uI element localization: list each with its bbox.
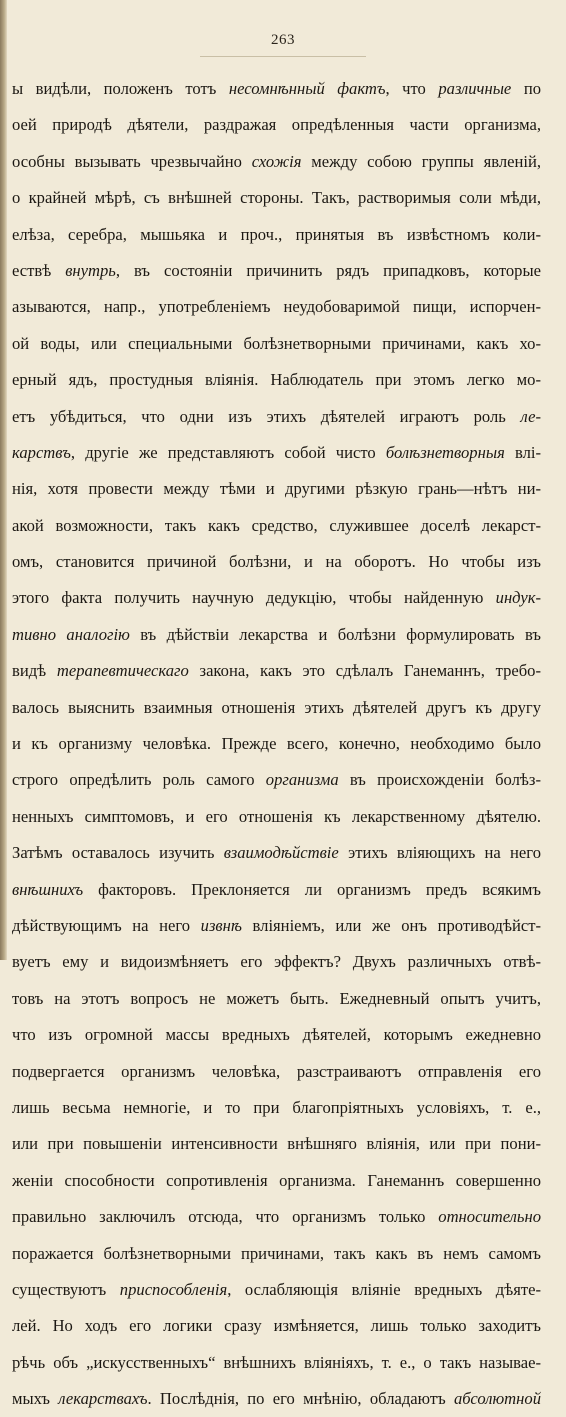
text-line (12, 1126, 541, 1162)
text-line (12, 908, 541, 944)
book-gutter-shadow (0, 0, 7, 960)
italic-text: внутрь (65, 260, 116, 280)
text-run: этихъ вліяющихъ на него (338, 843, 541, 863)
italic-text: приспособленія (119, 1279, 228, 1299)
text-line (12, 1272, 541, 1308)
text-run: лей. Но ходъ его логики сразу измѣняется, лишь только заходитъ (12, 1316, 541, 1336)
text-line (12, 435, 541, 471)
text-run: факторовъ. Преклоняется ли организмъ предъ всякимъ (83, 879, 541, 899)
text-run: между собою группы явленій, (301, 151, 541, 171)
text-line (12, 762, 541, 798)
text-run: что изъ огромной массы вредныхъ дѣятелей, которымъ ежедневно (12, 1025, 541, 1045)
italic-text: ле- (520, 406, 541, 426)
italic-text: относительно (438, 1207, 541, 1227)
text-run: лишь весьма немногіе, и то при благопріятныхъ условіяхъ, т. е., (12, 1097, 541, 1117)
text-run: мыхъ (12, 1389, 59, 1409)
body-text (12, 71, 541, 1417)
italic-text: карствъ (12, 442, 71, 462)
text-run: етъ убѣдиться, что одни изъ этихъ дѣятелей играютъ роль (12, 406, 521, 426)
text-line (12, 289, 541, 325)
text-line (12, 1163, 541, 1199)
text-line (12, 1381, 541, 1417)
text-line (12, 71, 541, 107)
text-line (12, 471, 541, 507)
text-run: въ происхожденіи болѣз- (338, 770, 541, 790)
text-run: ы видѣли, положенъ тотъ (12, 79, 229, 98)
italic-text: схожія (251, 151, 302, 171)
text-line (12, 544, 541, 580)
text-line (12, 180, 541, 216)
text-run: особны вызывать чрезвычайно (12, 151, 252, 171)
text-run: оей природѣ дѣятели, раздражая опредѣленныя части организма, (12, 115, 541, 135)
text-line (12, 362, 541, 398)
text-run: , въ состояніи причинить рядъ припадковъ, которые (115, 260, 541, 280)
header-rule (200, 56, 366, 57)
text-run: закона, какъ это сдѣлалъ Ганеманнъ, требо- (188, 661, 541, 681)
text-line (12, 107, 541, 143)
text-run: подвергается организмъ человѣка, разстраиваютъ отправленія его (12, 1061, 541, 1081)
text-run: нія, хотя провести между тѣми и другими рѣзкую грань—нѣтъ ни- (12, 479, 541, 499)
text-line (12, 944, 541, 980)
text-line (12, 508, 541, 544)
italic-text: различные (438, 79, 512, 98)
text-run: рѣчь объ „искусственныхъ“ внѣшнихъ вліяніяхъ, т. е., о такъ называе- (12, 1352, 541, 1372)
italic-text: внѣшнихъ (12, 879, 84, 899)
text-run: елѣза, серебра, мышьяка и проч., принятыя въ извѣстномъ коли- (12, 224, 541, 244)
italic-text: индук- (495, 588, 541, 608)
text-run: этого факта получить научную дедукцію, чтобы найденную (12, 588, 496, 608)
italic-text: абсолютной (453, 1389, 541, 1409)
text-run: акой возможности, такъ какъ средство, служившее доселѣ лекарст- (12, 515, 541, 535)
text-run: ненныхъ симптомовъ, и его отношенія къ лекарственному дѣятелю. (12, 806, 541, 826)
text-run: валось выяснить взаимныя отношенія этихъ дѣятелей другъ къ другу (12, 697, 541, 717)
page-number: 263 (271, 32, 295, 48)
italic-text: лекарствахъ (58, 1389, 148, 1409)
text-line (12, 690, 541, 726)
text-run: омъ, становится причиной болѣзни, и на оборотъ. Но чтобы изъ (12, 552, 541, 572)
text-run: ерный ядъ, простудныя вліянія. Наблюдатель при этомъ легко мо- (12, 370, 541, 390)
text-line (12, 1236, 541, 1272)
text-run: видѣ (12, 661, 57, 681)
text-line (12, 326, 541, 362)
text-run: азываются, напр., употребленіемъ неудобоваримой пищи, испорчен- (12, 297, 541, 317)
text-line (12, 617, 541, 653)
text-line (12, 399, 541, 435)
text-run: существуютъ (12, 1279, 120, 1299)
text-run: Затѣмъ оставалось изучить (12, 843, 224, 863)
text-run: по (511, 79, 541, 98)
text-run: ествѣ (12, 260, 66, 280)
text-run: , ослабляющія вліяніе вредныхъ дѣяте- (227, 1279, 541, 1299)
italic-text: несомнѣнный фактъ (228, 79, 386, 98)
text-run: вуетъ ему и видоизмѣняетъ его эффектъ? Двухъ различныхъ отвѣ- (12, 952, 541, 972)
text-run: поражается болѣзнетворными причинами, такъ какъ въ немъ самомъ (12, 1243, 541, 1263)
text-run: товъ на этотъ вопросъ не можетъ быть. Ежедневный опытъ учитъ, (12, 988, 541, 1008)
text-run: . Послѣднія, по его мнѣнію, обладаютъ (147, 1389, 454, 1409)
text-run: ой воды, или специальными болѣзнетворными причинами, какъ хо- (12, 333, 541, 353)
text-line (12, 1017, 541, 1053)
italic-text: организма (265, 770, 339, 790)
text-line (12, 726, 541, 762)
italic-text: терапевтическаго (56, 661, 189, 681)
text-run: вліяніемъ, или же онъ противодѣйст- (241, 915, 541, 935)
text-run: дѣйствующимъ на него (12, 915, 201, 935)
text-line (12, 1090, 541, 1126)
text-line (12, 144, 541, 180)
text-run: женіи способности сопротивленія организма. Ганеманнъ совершенно (12, 1170, 541, 1190)
text-line (12, 1345, 541, 1381)
text-run: въ дѣйствіи лекарства и болѣзни формулировать въ (129, 624, 541, 644)
text-line (12, 1199, 541, 1235)
text-line (12, 1054, 541, 1090)
text-run: о крайней мѣрѣ, съ внѣшней стороны. Такъ, растворимыя соли мѣди, (12, 188, 541, 208)
text-line (12, 217, 541, 253)
italic-text: болѣзнетворныя (385, 442, 505, 462)
text-run: строго опредѣлить роль самого (12, 770, 266, 790)
italic-text: тивно аналогію (12, 624, 130, 644)
text-line (12, 253, 541, 289)
italic-text: взаимодѣйствіе (223, 843, 339, 863)
text-line (12, 799, 541, 835)
text-run: , другіе же представляютъ собой чисто (70, 442, 386, 462)
text-line (12, 981, 541, 1017)
text-run: или при повышеніи интенсивности внѣшняго вліянія, или при пони- (12, 1134, 541, 1154)
text-line (12, 1308, 541, 1344)
text-run: влі- (504, 442, 541, 462)
italic-text: извнѣ (200, 915, 242, 935)
text-line (12, 580, 541, 616)
text-run: , что (385, 79, 439, 98)
text-run: правильно заключилъ отсюда, что организмъ только (12, 1207, 439, 1227)
text-line (12, 835, 541, 871)
text-line (12, 653, 541, 689)
text-line (12, 872, 541, 908)
text-run: и къ организму человѣка. Прежде всего, конечно, необходимо было (12, 734, 541, 754)
